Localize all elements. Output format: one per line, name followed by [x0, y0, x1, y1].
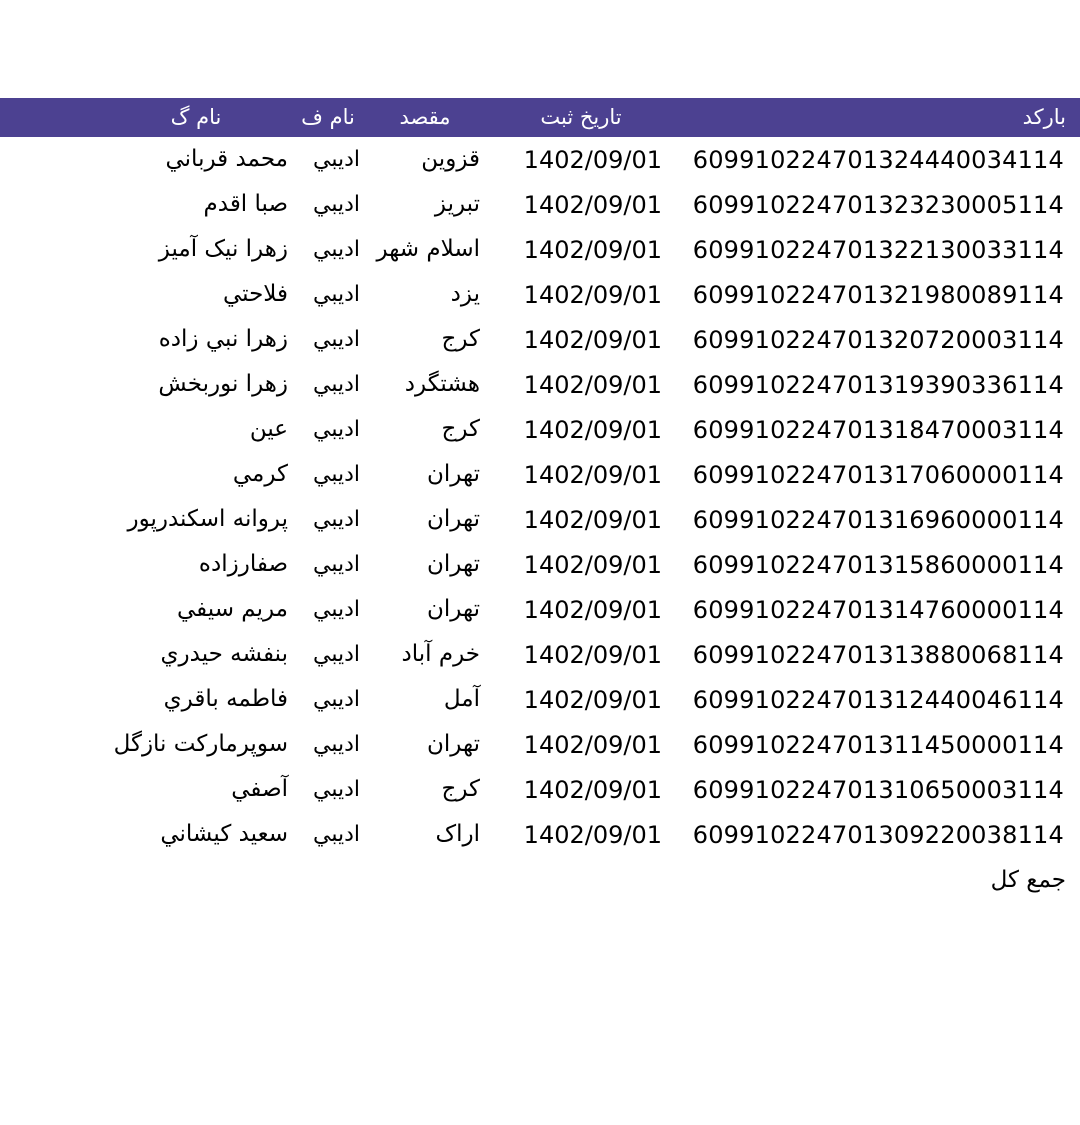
table-footer [0, 857, 1080, 903]
cell-receiver-name: سعید کیشاني [100, 812, 292, 857]
table-row[interactable] [0, 677, 1080, 722]
cell-sender-name: ادیبي [292, 407, 364, 452]
cell-date: 1402/09/01 [486, 317, 676, 362]
grand-total-row [0, 857, 1080, 903]
cell-receiver-name: مریم سیفي [100, 587, 292, 632]
table-row[interactable] [0, 497, 1080, 542]
cell-barcode: 609910224701319390336114 [676, 362, 1080, 407]
cell-receiver-name: صفارزاده [100, 542, 292, 587]
cell-sender-name: ادیبي [292, 587, 364, 632]
cell-destination: آمل [364, 677, 486, 722]
table-row[interactable] [0, 722, 1080, 767]
cell-destination: تهران [364, 542, 486, 587]
cell-date: 1402/09/01 [486, 452, 676, 497]
table-row[interactable] [0, 632, 1080, 677]
table-row[interactable] [0, 407, 1080, 452]
cell-destination: تهران [364, 722, 486, 767]
cell-receiver-name: زهرا نیک آمیز [100, 227, 292, 272]
grand-total-receiver-cell [100, 857, 292, 903]
table-row[interactable] [0, 227, 1080, 272]
table-row[interactable] [0, 812, 1080, 857]
cell-receiver-name: صبا اقدم [100, 182, 292, 227]
cell-destination: کرج [364, 767, 486, 812]
cell-barcode: 609910224701315860000114 [676, 542, 1080, 587]
cell-destination: قزوین [364, 137, 486, 182]
cell-date: 1402/09/01 [486, 272, 676, 317]
cell-destination: اراک [364, 812, 486, 857]
cell-extra [0, 362, 100, 407]
table-header-row [0, 98, 1080, 137]
cell-date: 1402/09/01 [486, 182, 676, 227]
cell-barcode: 609910224701324440034114 [676, 137, 1080, 182]
cell-receiver-name: پروانه اسکندرپور [100, 497, 292, 542]
cell-date: 1402/09/01 [486, 632, 676, 677]
cell-destination: کرج [364, 317, 486, 362]
table-row[interactable] [0, 317, 1080, 362]
cell-date: 1402/09/01 [486, 407, 676, 452]
table-row[interactable] [0, 182, 1080, 227]
cell-receiver-name: محمد قرباني [100, 137, 292, 182]
shipment-table [0, 98, 1080, 903]
cell-date: 1402/09/01 [486, 137, 676, 182]
cell-extra [0, 587, 100, 632]
cell-barcode: 609910224701316960000114 [676, 497, 1080, 542]
cell-date: 1402/09/01 [486, 587, 676, 632]
cell-sender-name: ادیبي [292, 767, 364, 812]
cell-extra [0, 452, 100, 497]
cell-receiver-name: زهرا نبي زاده [100, 317, 292, 362]
cell-destination: کرج [364, 407, 486, 452]
table-header [0, 98, 1080, 137]
column-header-destination[interactable]: مقصد [364, 98, 486, 137]
cell-destination: هشتگرد [364, 362, 486, 407]
cell-sender-name: ادیبي [292, 317, 364, 362]
table-row[interactable] [0, 137, 1080, 182]
cell-extra [0, 182, 100, 227]
cell-extra [0, 137, 100, 182]
cell-barcode: 609910224701320720003114 [676, 317, 1080, 362]
cell-date: 1402/09/01 [486, 497, 676, 542]
table-row[interactable] [0, 767, 1080, 812]
cell-receiver-name: سوپرمارکت نازگل [100, 722, 292, 767]
cell-destination: اسلام شهر [364, 227, 486, 272]
cell-barcode: 609910224701312440046114 [676, 677, 1080, 722]
table-row[interactable] [0, 587, 1080, 632]
cell-sender-name: ادیبي [292, 182, 364, 227]
column-header-receiver-name[interactable]: نام گ [100, 98, 292, 137]
cell-barcode: 609910224701313880068114 [676, 632, 1080, 677]
cell-date: 1402/09/01 [486, 722, 676, 767]
cell-destination: تبریز [364, 182, 486, 227]
cell-destination: تهران [364, 497, 486, 542]
table-row[interactable] [0, 272, 1080, 317]
cell-sender-name: ادیبي [292, 632, 364, 677]
cell-date: 1402/09/01 [486, 542, 676, 587]
cell-receiver-name: کرمي [100, 452, 292, 497]
column-header-barcode[interactable]: بارکد [676, 98, 1080, 137]
cell-receiver-name: عین [100, 407, 292, 452]
column-header-sender-name[interactable]: نام ف [292, 98, 364, 137]
cell-sender-name: ادیبي [292, 362, 364, 407]
cell-barcode: 609910224701317060000114 [676, 452, 1080, 497]
cell-sender-name: ادیبي [292, 812, 364, 857]
cell-sender-name: ادیبي [292, 452, 364, 497]
cell-barcode: 609910224701318470003114 [676, 407, 1080, 452]
cell-barcode: 609910224701314760000114 [676, 587, 1080, 632]
table-row[interactable] [0, 542, 1080, 587]
grand-total-sender-cell [292, 857, 364, 903]
cell-sender-name: ادیبي [292, 542, 364, 587]
cell-receiver-name: بنفشه حیدري [100, 632, 292, 677]
cell-barcode: 609910224701309220038114 [676, 812, 1080, 857]
cell-extra [0, 497, 100, 542]
cell-receiver-name: فلاحتي [100, 272, 292, 317]
cell-sender-name: ادیبي [292, 137, 364, 182]
shipment-report [0, 98, 1080, 903]
cell-extra [0, 272, 100, 317]
cell-extra [0, 542, 100, 587]
cell-date: 1402/09/01 [486, 362, 676, 407]
cell-destination: تهران [364, 587, 486, 632]
cell-extra [0, 722, 100, 767]
table-row[interactable] [0, 452, 1080, 497]
cell-destination: یزد [364, 272, 486, 317]
cell-date: 1402/09/01 [486, 677, 676, 722]
cell-barcode: 609910224701310650003114 [676, 767, 1080, 812]
cell-sender-name: ادیبي [292, 497, 364, 542]
grand-total-destination-cell [364, 857, 486, 903]
cell-receiver-name: فاطمه باقري [100, 677, 292, 722]
cell-date: 1402/09/01 [486, 767, 676, 812]
cell-date: 1402/09/01 [486, 227, 676, 272]
cell-sender-name: ادیبي [292, 722, 364, 767]
cell-extra [0, 767, 100, 812]
cell-extra [0, 227, 100, 272]
cell-destination: تهران [364, 452, 486, 497]
cell-barcode: 609910224701311450000114 [676, 722, 1080, 767]
grand-total-value [0, 857, 100, 903]
cell-barcode: 609910224701323230005114 [676, 182, 1080, 227]
cell-sender-name: ادیبي [292, 677, 364, 722]
column-header-date[interactable]: تاریخ ثبت [486, 98, 676, 137]
cell-receiver-name: آصفي [100, 767, 292, 812]
table-row[interactable] [0, 362, 1080, 407]
cell-barcode: 609910224701321980089114 [676, 272, 1080, 317]
column-header-extra[interactable] [0, 98, 100, 137]
cell-receiver-name: زهرا نوربخش [100, 362, 292, 407]
cell-extra [0, 677, 100, 722]
cell-sender-name: ادیبي [292, 272, 364, 317]
cell-extra [0, 812, 100, 857]
cell-extra [0, 317, 100, 362]
grand-total-label: جمع کل [676, 857, 1080, 903]
cell-extra [0, 632, 100, 677]
cell-extra [0, 407, 100, 452]
cell-destination: خرم آباد [364, 632, 486, 677]
cell-sender-name: ادیبي [292, 227, 364, 272]
table-body [0, 137, 1080, 857]
grand-total-date-cell [486, 857, 676, 903]
cell-date: 1402/09/01 [486, 812, 676, 857]
cell-barcode: 609910224701322130033114 [676, 227, 1080, 272]
